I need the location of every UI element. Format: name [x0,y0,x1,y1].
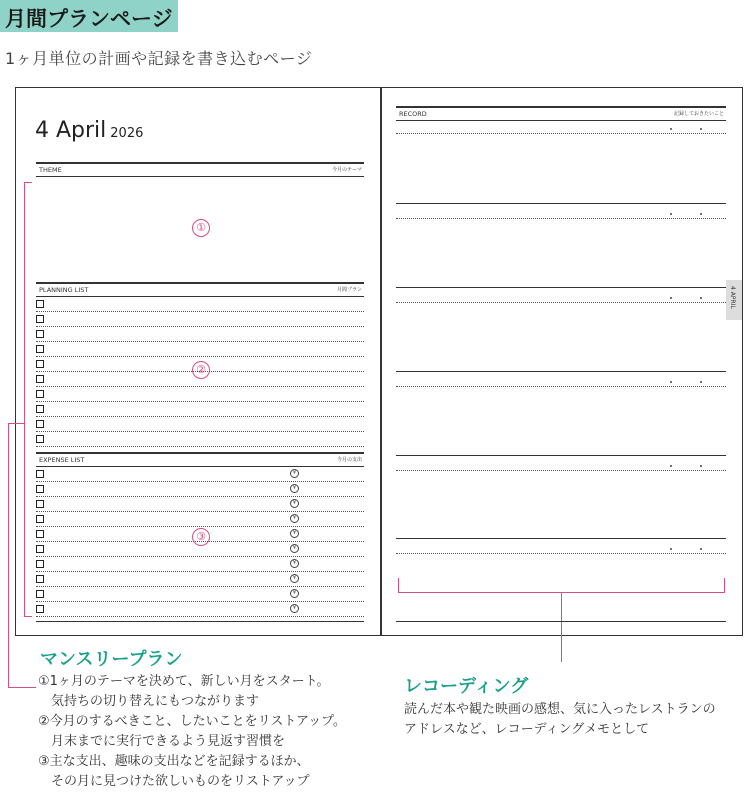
record-dotted-line [396,133,726,134]
page-subtitle: 1ヶ月単位の計画や記録を書き込むページ [5,49,313,68]
expense-section-header [36,452,364,467]
checkbox[interactable] [36,485,44,493]
date-dot [700,213,702,215]
month-index-tab [726,280,742,320]
yen-icon: ¥ [290,559,299,568]
monthly-plan-description [38,672,346,792]
annotation-connector-tail [8,687,36,688]
expense-label: EXPENSE LIST [39,456,85,464]
list-row [36,401,364,417]
recording-line: 読んだ本や観た映画の感想、気に入ったレストランの [404,702,716,717]
monthly-plan-line: その月に見つけた欲しいものをリストアップ [38,774,310,789]
yen-icon: ¥ [290,469,299,478]
checkbox[interactable] [36,375,44,383]
checkbox[interactable] [36,390,44,398]
annotation-bracket-left [24,182,25,616]
annotation-bracket-bottom [24,616,32,617]
annotation-connector-vertical [8,423,9,687]
record-block-rule [396,287,726,288]
yen-icon: ¥ [290,589,299,598]
list-row [36,466,364,482]
theme-section-header [36,162,364,177]
list-row [36,341,364,357]
list-row [36,431,364,447]
checkbox[interactable] [36,500,44,508]
yen-icon: ¥ [290,574,299,583]
date-dot [700,465,702,467]
record-bottom-rule [396,621,726,622]
date-dot [700,381,702,383]
checkbox[interactable] [36,545,44,553]
record-block-rule [396,371,726,372]
record-bracket-right [724,578,725,593]
record-label: RECORD [399,110,427,118]
yen-icon: ¥ [290,514,299,523]
list-row [36,586,364,602]
list-row [36,571,364,587]
expense-bottom-rule [36,621,364,622]
date-dot [700,297,702,299]
checkbox[interactable] [36,590,44,598]
recording-title: レコーディング [404,676,529,697]
record-bracket-stem [561,592,562,662]
month-date-year: 2026 [110,126,144,141]
theme-label: THEME [39,166,62,174]
list-row [36,556,364,572]
checkbox[interactable] [36,530,44,538]
annotation-bracket-top [24,182,32,183]
checkbox[interactable] [36,420,44,428]
date-dot [700,548,702,550]
yen-icon: ¥ [290,604,299,613]
monthly-plan-line: 月末までに実行できるよう見返す習慣を [38,734,286,749]
checkbox[interactable] [36,560,44,568]
marker-3: ③ [192,528,210,546]
list-row [36,356,364,372]
checkbox[interactable] [36,300,44,308]
date-dot [670,381,672,383]
date-dot [670,128,672,130]
date-dot [700,128,702,130]
monthly-plan-line: ②今月のするべきこと、したいことをリストアップ。 [38,714,347,729]
list-row [36,326,364,342]
theme-label-jp: 今月のテーマ [331,167,362,173]
checkbox[interactable] [36,405,44,413]
list-row [36,496,364,512]
page-header [0,0,178,32]
checkbox[interactable] [36,435,44,443]
month-date [35,118,143,143]
checkbox[interactable] [36,605,44,613]
list-row [36,386,364,402]
notebook-spine [380,87,382,636]
marker-1: ① [192,219,210,237]
date-dot [670,465,672,467]
date-dot [670,548,672,550]
list-row [36,541,364,557]
record-section-header [396,106,726,121]
list-row [36,481,364,497]
list-row [36,371,364,387]
checkbox[interactable] [36,330,44,338]
month-index-tab-label: 4 APRIL [729,286,736,309]
record-label-jp: 記録しておきたいこと [673,111,724,117]
list-row [36,526,364,542]
planning-label-jp: 月間プラン [336,287,362,293]
monthly-plan-line: ①1ヶ月のテーマを決めて、新しい月をスタート。 [38,674,330,689]
recording-description [404,700,716,740]
planning-label: PLANNING LIST [39,286,89,294]
yen-icon: ¥ [290,529,299,538]
checkbox[interactable] [36,470,44,478]
recording-line: アドレスなど、レコーディングメモとして [404,722,650,737]
record-block-rule [396,203,726,204]
yen-icon: ¥ [290,544,299,553]
record-dotted-line [396,553,726,554]
marker-2: ② [192,361,210,379]
page-title: 月間プランページ [5,7,173,31]
checkbox[interactable] [36,575,44,583]
monthly-plan-line: 気持ちの切り替えにもつながります [38,694,260,709]
checkbox[interactable] [36,360,44,368]
record-bracket-left [398,578,399,593]
expense-label-jp: 今月の支出 [336,457,362,463]
record-dotted-line [396,386,726,387]
list-row [36,296,364,312]
record-dotted-line [396,218,726,219]
record-block-rule [396,455,726,456]
list-row [36,511,364,527]
yen-icon: ¥ [290,484,299,493]
list-row [36,416,364,432]
list-row [36,601,364,617]
checkbox[interactable] [36,345,44,353]
month-date-main: 4 April [35,118,107,143]
record-dotted-line [396,302,726,303]
planning-section-header [36,282,364,297]
monthly-plan-line: ③主な支出、趣味の支出などを記録するほか、 [38,754,310,769]
checkbox[interactable] [36,515,44,523]
record-block-rule [396,538,726,539]
record-dotted-line [396,470,726,471]
annotation-connector-horizontal [8,423,24,424]
date-dot [670,297,672,299]
monthly-plan-title: マンスリープラン [40,649,183,670]
checkbox[interactable] [36,315,44,323]
yen-icon: ¥ [290,499,299,508]
date-dot [670,213,672,215]
list-row [36,311,364,327]
